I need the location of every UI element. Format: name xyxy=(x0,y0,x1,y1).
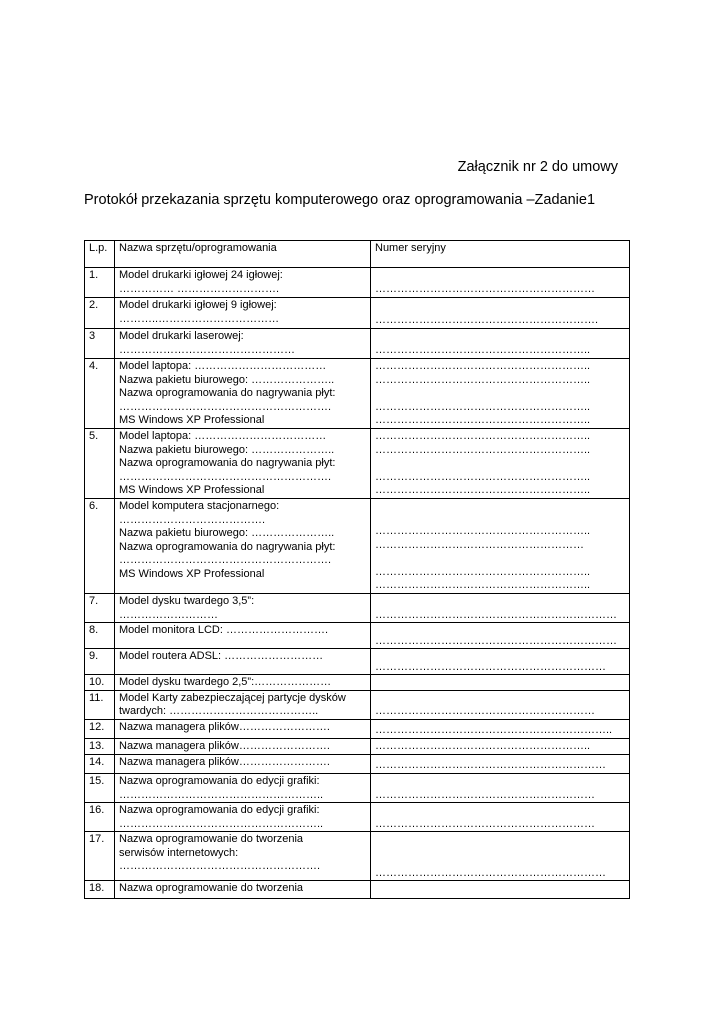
item-name-line: ………………………………………………. xyxy=(119,860,321,873)
serial-number-line: ……………………………………………………….. xyxy=(375,724,613,737)
item-name-line: Nazwa oprogramowania do nagrywania płyt: xyxy=(119,457,336,470)
item-name-cell xyxy=(115,623,371,649)
serial-number-cell xyxy=(371,773,630,802)
row-number: 4. xyxy=(85,359,115,429)
row-number: 17. xyxy=(85,832,115,881)
serial-number-line: ………………………………………………….. xyxy=(375,360,591,372)
row-number: 1. xyxy=(85,268,115,298)
item-name-line: Nazwa managera plików……………………. xyxy=(119,755,330,768)
item-name-line: twardych: ………………………………….. xyxy=(119,705,319,718)
item-name-cell xyxy=(115,754,371,773)
table-row xyxy=(85,649,630,675)
serial-number-cell xyxy=(371,498,630,593)
serial-number-line: ……………………………………………………. xyxy=(375,314,599,327)
serial-number-line: ………………………………………………….. xyxy=(375,414,591,427)
serial-number-cell xyxy=(371,359,630,429)
item-name-line: ……………………… xyxy=(119,608,218,621)
item-name-line: MS Windows XP Professional xyxy=(119,414,265,427)
item-name-line: …………………………………………………. xyxy=(119,554,332,567)
serial-number-cell xyxy=(371,649,630,675)
item-name-cell xyxy=(115,690,371,719)
item-name-line: Nazwa pakietu biurowego: ………………….. xyxy=(119,373,335,386)
item-name-line: …………………………………. xyxy=(119,513,266,526)
item-name-line: ……………………………………………….. xyxy=(119,788,324,801)
item-name-cell xyxy=(115,881,371,899)
serial-number-line: ………………………………………………….. xyxy=(375,400,591,413)
table-row xyxy=(85,803,630,832)
row-number: 12. xyxy=(85,719,115,738)
serial-number-line: ……………………………………………………… xyxy=(375,759,606,772)
item-name-cell xyxy=(115,719,371,738)
item-name-line: Model monitora LCD: ………………………. xyxy=(119,624,329,637)
item-name-line: Nazwa pakietu biurowego: ………………….. xyxy=(119,443,335,456)
item-name-line: Model dysku twardego 2,5”:………………… xyxy=(119,676,332,689)
item-name-line: Model drukarki igłowej 24 igłowej: xyxy=(119,269,283,281)
item-name-line: ………………………………………… xyxy=(119,343,295,356)
serial-number-line: ……………………………………………………… xyxy=(375,660,606,673)
row-number: 8. xyxy=(85,623,115,649)
item-name-line: Model laptopa: ……………………………… xyxy=(119,429,327,442)
item-name-cell xyxy=(115,675,371,691)
row-number: 2. xyxy=(85,298,115,329)
item-name-line: Model laptopa: ……………………………… xyxy=(119,360,327,372)
serial-number-line: ………………………………………………….. xyxy=(375,484,591,497)
table-row xyxy=(85,690,630,719)
table-row xyxy=(85,738,630,754)
item-name-line: …………… ………………………. xyxy=(119,282,280,295)
serial-number-cell xyxy=(371,298,630,329)
table-row xyxy=(85,359,630,429)
serial-number-cell xyxy=(371,268,630,298)
table-row xyxy=(85,719,630,738)
serial-number-cell xyxy=(371,719,630,738)
serial-number-line: ………………………………………………….. xyxy=(375,373,591,386)
table-row xyxy=(85,881,630,899)
item-name-line: Model dysku twardego 3,5”: xyxy=(119,594,255,607)
serial-number-line: ……………………………………………………… xyxy=(375,866,606,879)
item-name-line: Nazwa oprogramowania do edycji grafiki: xyxy=(119,774,320,787)
item-name-line: Nazwa oprogramowania do nagrywania płyt: xyxy=(119,387,336,400)
table-row xyxy=(85,754,630,773)
item-name-line: Nazwa oprogramowania do edycji grafiki: xyxy=(119,804,320,817)
item-name-cell xyxy=(115,498,371,593)
serial-number-cell xyxy=(371,623,630,649)
serial-number-cell xyxy=(371,803,630,832)
item-name-line: Model Karty zabezpieczającej partycje dysków xyxy=(119,691,346,704)
header-lp: L.p. xyxy=(85,241,115,268)
row-number: 6. xyxy=(85,498,115,593)
serial-number-cell xyxy=(371,881,630,899)
serial-number-line: ………………………………………………………… xyxy=(375,608,617,621)
item-name-cell xyxy=(115,268,371,298)
serial-number-cell xyxy=(371,593,630,622)
item-name-line: Nazwa managera plików……………………. xyxy=(119,720,330,733)
serial-number-line: …………………………………………………… xyxy=(375,817,595,830)
item-name-line: Model drukarki laserowej: xyxy=(119,330,244,342)
table-row xyxy=(85,675,630,691)
item-name-cell xyxy=(115,773,371,802)
item-name-line: MS Windows XP Professional xyxy=(119,567,265,580)
serial-number-cell xyxy=(371,690,630,719)
serial-number-cell xyxy=(371,832,630,881)
serial-number-line xyxy=(375,676,625,690)
item-name-cell xyxy=(115,359,371,429)
item-name-line: ………..…………………………… xyxy=(119,312,280,325)
item-name-line: serwisów internetowych: xyxy=(119,846,239,859)
item-name-cell xyxy=(115,593,371,622)
equipment-table xyxy=(84,240,630,899)
serial-number-line: ………………………………………………… xyxy=(375,538,584,551)
serial-number-line xyxy=(375,511,625,525)
table-row xyxy=(85,428,630,498)
serial-number-line xyxy=(375,552,625,566)
row-number: 9. xyxy=(85,649,115,675)
item-name-line: Nazwa pakietu biurowego: ………………….. xyxy=(119,527,335,540)
row-number: 15. xyxy=(85,773,115,802)
row-number: 16. xyxy=(85,803,115,832)
item-name-cell xyxy=(115,329,371,359)
annex-label: Załącznik nr 2 do umowy xyxy=(457,159,618,175)
serial-number-line: ………………………………………………….. xyxy=(375,740,591,753)
row-number: 3 xyxy=(85,329,115,359)
item-name-line: Nazwa oprogramowanie do tworzenia xyxy=(119,833,304,846)
item-name-line: Model routera ADSL: ……………………… xyxy=(119,650,324,663)
serial-number-line: ………………………………………………….. xyxy=(375,443,591,456)
serial-number-line: ………………………………………………….. xyxy=(375,470,591,483)
serial-number-line: …………………………………………………… xyxy=(375,283,595,296)
item-name-line: Model komputera stacjonarnego: xyxy=(119,499,280,512)
serial-number-line: ………………………………………………….. xyxy=(375,344,591,357)
table-row xyxy=(85,773,630,802)
item-name-line: MS Windows XP Professional xyxy=(119,484,265,497)
serial-number-line xyxy=(375,457,625,471)
serial-number-line: …………………………………………………… xyxy=(375,705,595,718)
serial-number-line: ………………………………………………….. xyxy=(375,579,591,592)
table-row xyxy=(85,268,630,298)
row-number: 7. xyxy=(85,593,115,622)
serial-number-line: ………………………………………………….. xyxy=(375,565,591,578)
document-title: Protokół przekazania sprzętu komputerowego oraz oprogramowania –Zadanie1 xyxy=(84,192,596,208)
item-name-line: Nazwa oprogramowania do nagrywania płyt: xyxy=(119,540,336,553)
row-number: 10. xyxy=(85,675,115,691)
serial-number-line: ………………………………………………….. xyxy=(375,429,591,442)
item-name-line: ……………………………………………….. xyxy=(119,817,324,830)
item-name-line: …………………………………………………. xyxy=(119,400,332,413)
table-row xyxy=(85,593,630,622)
serial-number-line: ………………………………………………….. xyxy=(375,524,591,537)
row-number: 14. xyxy=(85,754,115,773)
table-header-row xyxy=(85,241,630,268)
table-row xyxy=(85,498,630,593)
serial-number-cell xyxy=(371,675,630,691)
serial-number-cell xyxy=(371,738,630,754)
table-row xyxy=(85,832,630,881)
item-name-cell xyxy=(115,298,371,329)
serial-number-line: ………………………………………………………… xyxy=(375,634,617,647)
item-name-line: …………………………………………………. xyxy=(119,470,332,483)
item-name-cell xyxy=(115,428,371,498)
item-name-line: Nazwa managera plików……………………. xyxy=(119,739,330,752)
row-number: 11. xyxy=(85,690,115,719)
item-name-cell xyxy=(115,803,371,832)
table-row xyxy=(85,329,630,359)
item-name-cell xyxy=(115,738,371,754)
serial-number-line: …………………………………………………… xyxy=(375,788,595,801)
row-number: 13. xyxy=(85,738,115,754)
serial-number-cell xyxy=(371,329,630,359)
serial-number-line xyxy=(375,387,625,401)
item-name-line: Model drukarki igłowej 9 igłowej: xyxy=(119,299,277,311)
row-number: 5. xyxy=(85,428,115,498)
item-name-line: Nazwa oprogramowanie do tworzenia xyxy=(119,882,304,895)
serial-number-cell xyxy=(371,754,630,773)
table-row xyxy=(85,298,630,329)
item-name-cell xyxy=(115,832,371,881)
serial-number-cell xyxy=(371,428,630,498)
header-name: Nazwa sprzętu/oprogramowania xyxy=(115,241,371,268)
row-number: 18. xyxy=(85,881,115,899)
table-row xyxy=(85,623,630,649)
header-serial: Numer seryjny xyxy=(371,241,630,268)
item-name-cell xyxy=(115,649,371,675)
serial-number-line xyxy=(375,885,625,899)
